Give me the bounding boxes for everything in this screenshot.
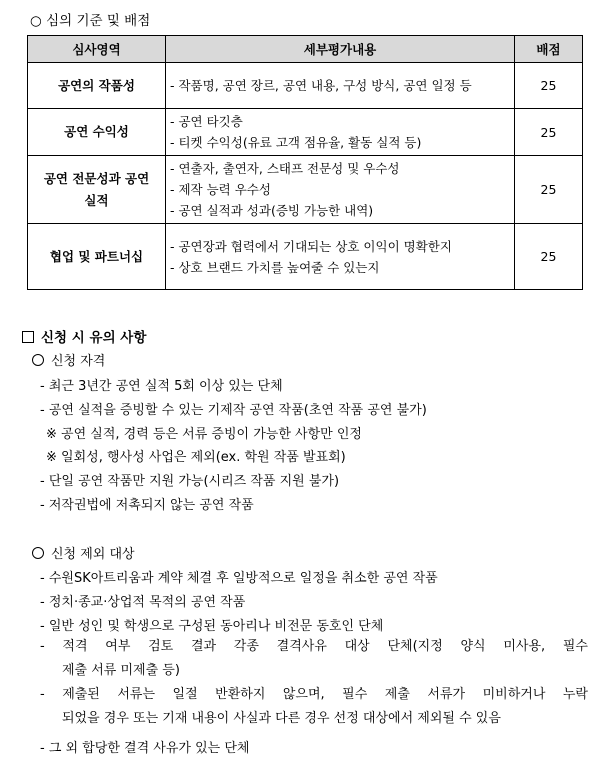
circle-bullet-icon [32, 354, 44, 366]
exclusion-item-line: - 적격 여부 검토 결과 각종 결격사유 대상 단체(지정 양식 미사용, 필수 [40, 639, 588, 654]
table-row [28, 63, 583, 109]
table-header-row [28, 36, 583, 63]
qualification-note: ※ 공연 실적, 경력 등은 서류 증빙이 가능한 사항만 인정 [46, 427, 362, 442]
table-row [28, 109, 583, 156]
circle-bullet-icon [32, 547, 44, 559]
qualification-heading [32, 350, 105, 369]
qualification-item: - 단일 공연 작품만 지원 가능(시리즈 작품 지원 불가) [40, 474, 340, 489]
score-cell: 25 [515, 63, 583, 109]
exclusion-item: - 정치·종교·상업적 목적의 공연 작품 [40, 595, 246, 610]
detail-line: - 작품명, 공연 장르, 공연 내용, 구성 방식, 공연 일정 등 [170, 78, 472, 93]
header-score: 배점 [515, 36, 583, 63]
detail-line: - 공연 타깃층 [170, 114, 243, 129]
qualification-item: - 저작권법에 저촉되지 않는 공연 작품 [40, 498, 254, 513]
details-cell [166, 63, 515, 109]
area-cell: 공연 전문성과 공연실적 [28, 156, 166, 224]
score-cell: 25 [515, 156, 583, 224]
exclusion-item: - 수원SK아트리움과 계약 체결 후 일방적으로 일정을 취소한 공연 작품 [40, 571, 438, 586]
exclusion-item-multiline [40, 683, 588, 731]
evaluation-heading: ○ 심의 기준 및 배점 [30, 13, 151, 29]
detail-line: - 제작 능력 우수성 [170, 182, 271, 197]
exclusion-heading [32, 543, 135, 562]
detail-line: - 티켓 수익성(유료 고객 점유율, 활동 실적 등) [170, 135, 422, 150]
exclusion-item: - 그 외 합당한 결격 사유가 있는 단체 [40, 741, 250, 756]
table-row [28, 156, 583, 224]
area-cell: 공연 수익성 [28, 109, 166, 156]
header-area: 심사영역 [28, 36, 166, 63]
details-cell [166, 109, 515, 156]
details-cell [166, 224, 515, 290]
exclusion-item-multiline [40, 635, 588, 683]
detail-line: - 연출자, 출연자, 스태프 전문성 및 우수성 [170, 161, 400, 176]
exclusion-item: - 일반 성인 및 학생으로 구성된 동아리나 비전문 동호인 단체 [40, 619, 384, 634]
score-cell: 25 [515, 224, 583, 290]
table-row [28, 224, 583, 290]
details-cell [166, 156, 515, 224]
area-cell: 공연의 작품성 [28, 63, 166, 109]
qualification-item: - 최근 3년간 공연 실적 5회 이상 있는 단체 [40, 379, 283, 394]
qualification-note: ※ 일회성, 행사성 사업은 제외(ex. 학원 작품 발표회) [46, 450, 346, 465]
detail-line: - 상호 브랜드 가치를 높여줄 수 있는지 [170, 259, 380, 275]
qualification-heading-text: 신청 자격 [51, 354, 106, 369]
evaluation-table [27, 35, 583, 290]
square-bullet-icon [22, 331, 34, 343]
area-cell: 협업 및 파트너십 [28, 224, 166, 290]
detail-line: - 공연장과 협력에서 기대되는 상호 이익이 명확한지 [170, 238, 452, 254]
notes-title-text: 신청 시 유의 사항 [41, 330, 147, 346]
exclusion-heading-text: 신청 제외 대상 [51, 547, 135, 562]
score-cell: 25 [515, 109, 583, 156]
notes-section-title [22, 326, 146, 346]
exclusion-item-line: - 제출된 서류는 일절 반환하지 않으며, 필수 제출 서류가 미비하거나 누락 [40, 687, 588, 702]
header-details: 세부평가내용 [166, 36, 515, 63]
qualification-item: - 공연 실적을 증빙할 수 있는 기제작 공연 작품(초연 작품 공연 불가) [40, 403, 427, 418]
exclusion-item-line: 제출 서류 미제출 등) [62, 663, 180, 678]
exclusion-item-line: 되었을 경우 또는 기재 내용이 사실과 다른 경우 선정 대상에서 제외될 수 있음 [62, 711, 501, 726]
detail-line: - 공연 실적과 성과(증빙 가능한 내역) [170, 203, 374, 218]
